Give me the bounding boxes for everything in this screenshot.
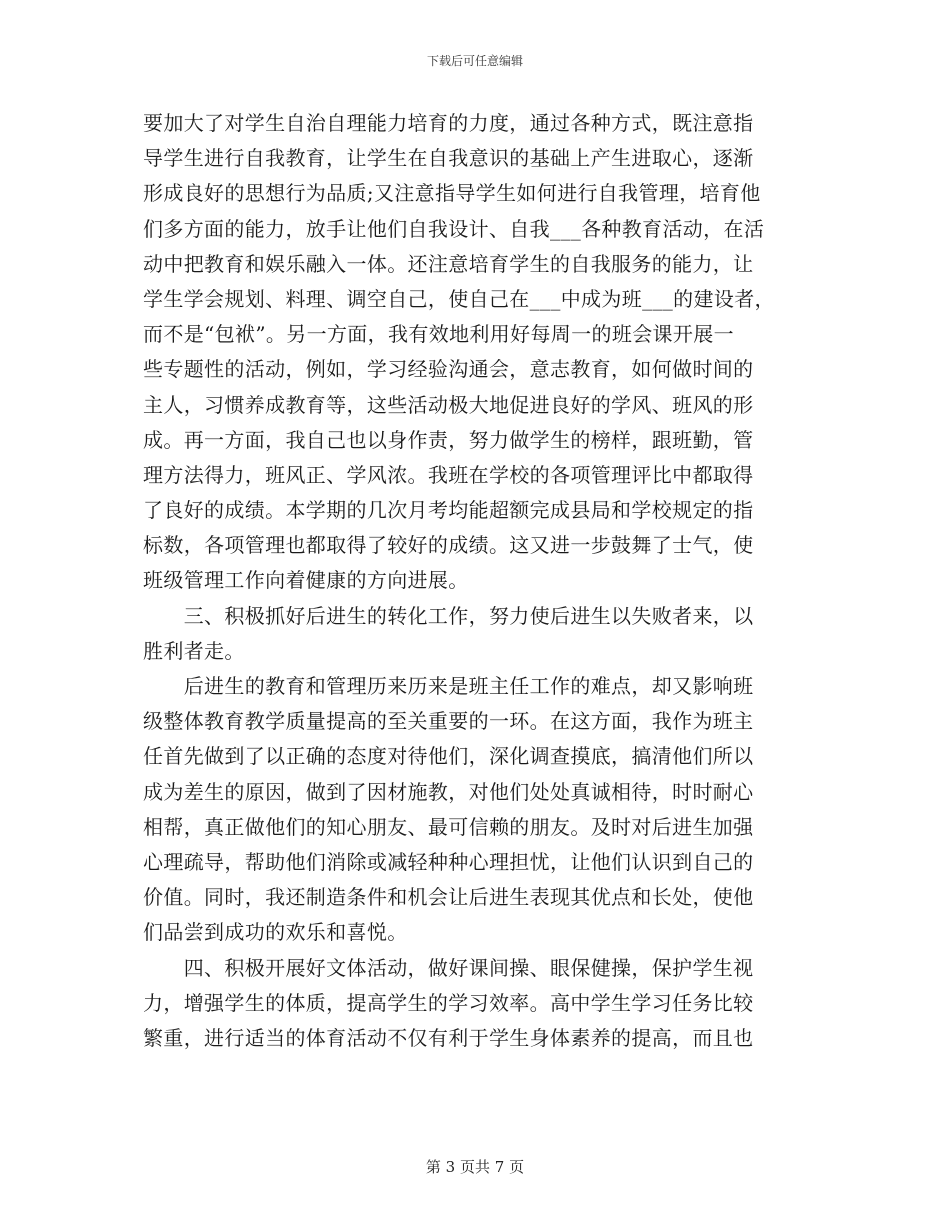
text-line: 班级管理工作向着健康的方向进展。 [143,568,469,593]
text-line: 级整体教育教学质量提高的至关重要的一环。在这方面，我作为班主 [143,709,754,734]
text-line: 繁重，进行适当的体育活动不仅有利于学生身体素养的提高，而且也 [143,1025,754,1050]
text-line: 了良好的成绩。本学期的几次月考均能超额完成县局和学校规定的指 [143,498,754,523]
text-line: 要加大了对学生自治自理能力培育的力度，通过各种方式，既注意指 [143,111,754,135]
document-body [143,106,807,1056]
page-header: 下载后可任意编辑 [426,54,523,68]
text-line: 价值。同时，我还制造条件和机会让后进生表现其优点和长处，使他 [143,885,754,910]
text-line: 胜利者走。 [143,638,245,663]
text-line: 力，增强学生的体质，提高学生的学习效率。高中学生学习任务比较 [143,990,754,1015]
text-line: 相帮，真正做他们的知心朋友、最可信赖的朋友。及时对后进生加强 [143,814,754,839]
text-line: 成。再一方面，我自己也以身作责，努力做学生的榜样，跟班勤，管 [143,427,754,452]
text-line: 理方法得力，班风正、学风浓。我班在学校的各项管理评比中都取得 [143,462,754,487]
text-line: 形成良好的思想行为品质;又注意指导学生如何进行自我管理，培育他 [143,181,761,206]
text-line: 些专题性的活动，例如，学习经验沟通会，意志教育，如何做时间的 [143,357,754,382]
text-line: 标数，各项管理也都取得了较好的成绩。这又进一步鼓舞了士气，使 [143,533,754,558]
text-line: 们多方面的能力，放手让他们自我设计、自我___各种教育活动，在活 [143,216,765,241]
text-line: 后进生的教育和管理历来历来是班主任工作的难点，却又影响班 [143,674,754,698]
text-line: 任首先做到了以正确的态度对待他们，深化调查摸底，搞清他们所以 [143,744,754,769]
text-line: 们品尝到成功的欢乐和喜悦。 [143,920,408,945]
text-line: 三、积极抓好后进生的转化工作，努力使后进生以失败者来，以 [143,603,754,628]
text-line: 心理疏导，帮助他们消除或减轻种种心理担忧，让他们认识到自己的 [143,849,754,874]
text-line: 学生学会规划、料理、调空自己，使自己在___中成为班___的建设者， [143,286,775,311]
text-line: 动中把教育和娱乐融入一体。还注意培育学生的自我服务的能力，让 [143,251,754,276]
text-line: 导学生进行自我教育，让学生在自我意识的基础上产生进取心，逐渐 [143,146,754,171]
text-line: 成为差生的原因，做到了因材施教，对他们处处真诚相待，时时耐心 [143,779,754,804]
text-line: 主人，习惯养成教育等，这些活动极大地促进良好的学风、班风的形 [143,392,754,417]
page-footer: 第 3 页共 7 页 [425,1158,525,1176]
text-line: 而不是“包袱”。另一方面，我有效地利用好每周一的班会课开展一 [143,322,734,347]
text-line: 四、积极开展好文体活动，做好课间操、眼保健操，保护学生视 [143,955,754,980]
